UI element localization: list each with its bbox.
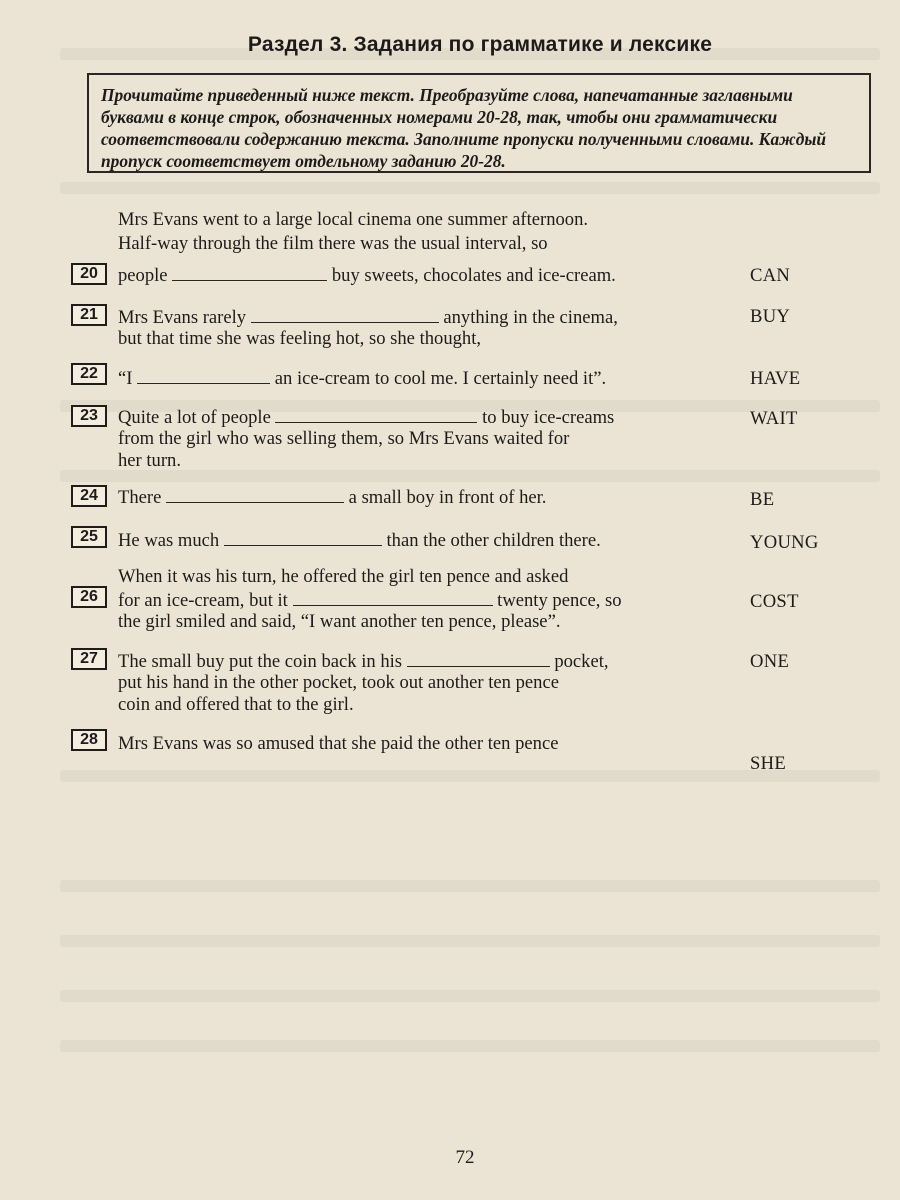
keyword: COST (750, 591, 799, 612)
sentence-part: The small buy put the coin back in his (118, 651, 407, 672)
task-sentence-line: from the girl who was selling them, so Mrs Evans waited for (118, 428, 570, 449)
task-number: 28 (71, 729, 107, 751)
task-sentence-line: the girl smiled and said, “I want another ten pence, please”. (118, 611, 561, 632)
sentence-part: “I (118, 368, 138, 389)
answer-blank[interactable] (224, 529, 382, 546)
answer-blank[interactable] (275, 406, 477, 423)
sentence-part: pocket, (549, 651, 609, 672)
keyword: WAIT (750, 408, 798, 429)
intro-line: Half-way through the film there was the usual interval, so (118, 233, 548, 254)
answer-blank[interactable] (172, 264, 327, 281)
sentence-part: for an ice-cream, but it (118, 590, 293, 611)
keyword: HAVE (750, 368, 801, 389)
bleed-through (60, 990, 880, 1002)
task-number: 24 (71, 485, 107, 507)
bleed-through (60, 880, 880, 892)
task-sentence (118, 650, 718, 673)
answer-blank[interactable] (293, 589, 493, 606)
task-sentence (118, 306, 718, 329)
task-sentence-line: When it was his turn, he offered the girl ten pence and asked (118, 566, 569, 587)
sentence-part: to buy ice-creams (477, 407, 615, 428)
sentence-part: There (118, 487, 167, 508)
keyword: ONE (750, 651, 790, 672)
task-sentence (118, 486, 718, 509)
sentence-part: He was much (118, 530, 224, 551)
page-number: 72 (455, 1147, 475, 1168)
keyword: BE (750, 489, 775, 510)
keyword: BUY (750, 306, 791, 327)
task-sentence (118, 406, 718, 429)
keyword: CAN (750, 265, 791, 286)
bleed-through (60, 182, 880, 194)
task-number: 23 (71, 405, 107, 427)
sentence-part: Mrs Evans rarely (118, 307, 251, 328)
sentence-part: than the other children there. (381, 530, 601, 551)
task-sentence (118, 367, 718, 390)
answer-blank[interactable] (407, 650, 550, 667)
instructions-box: Прочитайте приведенный ниже текст. Преобразуйте слова, напечатанные заглавными буквами в конце строк, обозначенных номерами 20-28, так, чтобы они грамматически соответствовали содержанию текста. Заполните пропуски полученными словами. Каждый пропуск соответствует отдельному заданию 20-28. (87, 73, 871, 173)
task-sentence-line: but that time she was feeling hot, so she thought, (118, 328, 482, 349)
intro-line: Mrs Evans went to a large local cinema one summer afternoon. (118, 209, 589, 230)
sentence-part: Quite a lot of people (118, 407, 276, 428)
sentence-part: an ice-cream to cool me. I certainly need it”. (270, 368, 607, 389)
sentence-part: anything in the cinema, (438, 307, 618, 328)
task-sentence (118, 589, 718, 612)
task-number: 21 (71, 304, 107, 326)
sentence-part: people (118, 265, 173, 286)
section-title: Раздел 3. Задания по грамматике и лексике (247, 33, 713, 56)
task-sentence (118, 733, 718, 755)
sentence-part: buy sweets, chocolates and ice-cream. (327, 265, 616, 286)
keyword: SHE (750, 753, 787, 774)
keyword: YOUNG (750, 532, 819, 553)
task-sentence (118, 529, 718, 552)
answer-blank[interactable] (166, 486, 344, 503)
bleed-through (60, 935, 880, 947)
bleed-through (60, 1040, 880, 1052)
answer-blank[interactable] (251, 306, 439, 323)
task-sentence-line: put his hand in the other pocket, took out another ten pence (118, 672, 559, 693)
task-number: 25 (71, 526, 107, 548)
task-number: 20 (71, 263, 107, 285)
task-sentence (118, 264, 718, 287)
sentence-part: a small boy in front of her. (344, 487, 547, 508)
task-number: 22 (71, 363, 107, 385)
answer-blank[interactable] (137, 367, 270, 384)
sentence-part: twenty pence, so (492, 590, 622, 611)
task-number: 27 (71, 648, 107, 670)
sentence-part: Mrs Evans was so amused that she paid the other ten pence (118, 733, 559, 754)
task-sentence-line: her turn. (118, 450, 181, 471)
task-number: 26 (71, 586, 107, 608)
task-sentence-line: coin and offered that to the girl. (118, 694, 354, 715)
